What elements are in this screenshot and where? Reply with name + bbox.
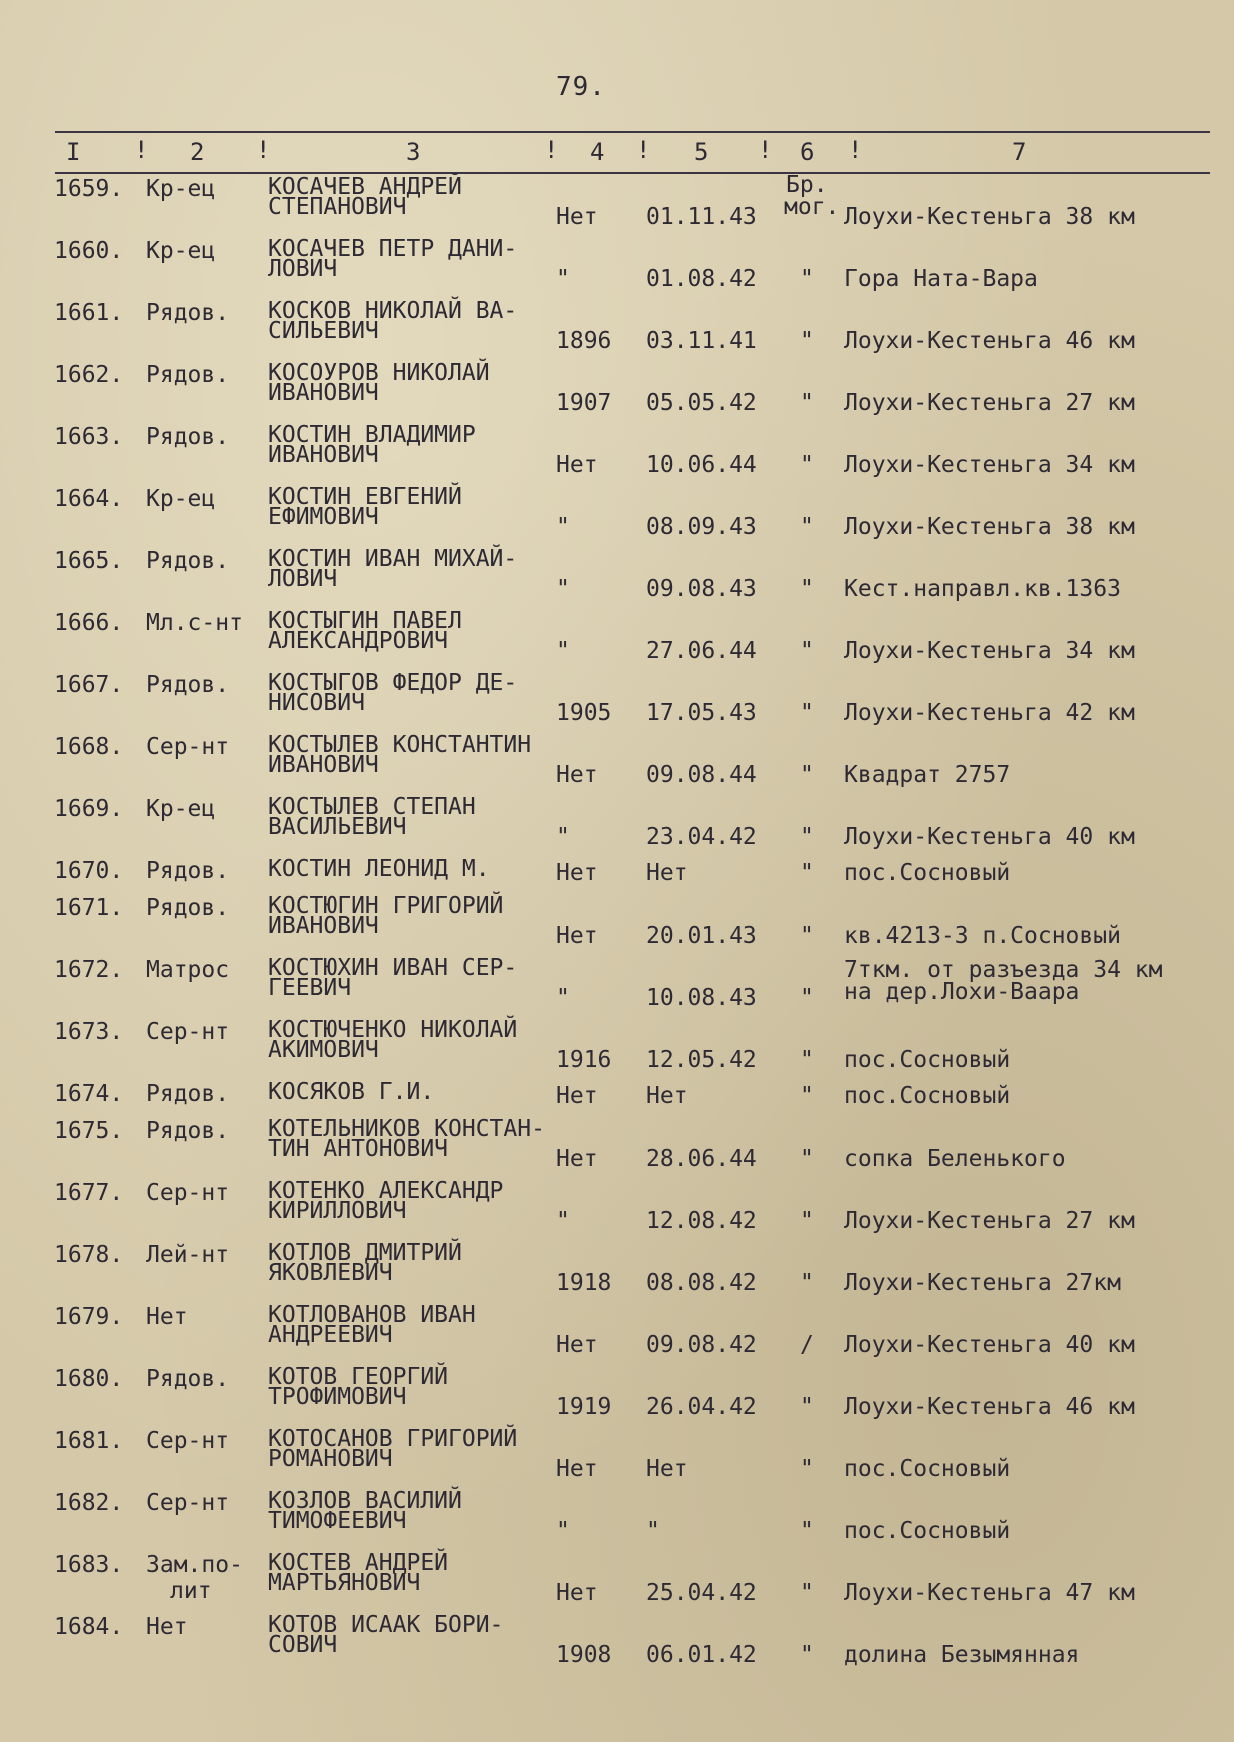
record-burial-type: " <box>800 328 814 354</box>
record-rank: Кр-ец <box>146 486 216 512</box>
record-birth-year: " <box>556 824 570 850</box>
table-row <box>0 955 1234 1017</box>
record-name-cont: СИЛЬЕВИЧ <box>268 318 379 344</box>
record-name-cont: ВАСИЛЬЕВИЧ <box>268 814 407 840</box>
record-death-date: 20.01.43 <box>646 923 757 949</box>
record-name-cont: АНДРЕЕВИЧ <box>268 1322 393 1348</box>
record-name-cont: СОВИЧ <box>268 1632 338 1658</box>
record-number: 1664. <box>54 486 124 512</box>
record-burial-place: 7ткм. от разъезда 34 км <box>844 957 1163 983</box>
record-burial-type: " <box>800 985 814 1011</box>
record-name: КОЗЛОВ ВАСИЛИЙ <box>268 1488 462 1514</box>
record-number: 1681. <box>54 1428 124 1454</box>
record-name: КОСТИН ВЛАДИМИР <box>268 422 476 448</box>
record-birth-year: 1907 <box>556 390 612 416</box>
record-name-cont: ТРОФИМОВИЧ <box>268 1384 407 1410</box>
table-row <box>0 484 1234 546</box>
record-birth-year: Нет <box>556 1332 598 1358</box>
column-separator: ! <box>134 136 149 164</box>
record-burial-type: " <box>800 514 814 540</box>
record-birth-year: Нет <box>556 1456 598 1482</box>
record-number: 1674. <box>54 1081 124 1107</box>
table-row <box>0 1364 1234 1426</box>
record-burial-type: " <box>800 1580 814 1606</box>
record-birth-year: 1916 <box>556 1047 612 1073</box>
record-number: 1669. <box>54 796 124 822</box>
table-row <box>0 1550 1234 1612</box>
record-death-date: 01.11.43 <box>646 204 757 230</box>
record-name: КОСТИН ИВАН МИХАЙ- <box>268 546 518 572</box>
record-name: КОТОВ ГЕОРГИЙ <box>268 1364 449 1390</box>
record-rank: Кр-ец <box>146 176 216 202</box>
record-name: КОСТИН ЕВГЕНИЙ <box>268 484 462 510</box>
record-birth-year: Нет <box>556 923 598 949</box>
record-birth-year: " <box>556 638 570 664</box>
record-death-date: 23.04.42 <box>646 824 757 850</box>
record-death-date: 10.06.44 <box>646 452 757 478</box>
record-number: 1677. <box>54 1180 124 1206</box>
record-rank: Рядов. <box>146 1118 230 1144</box>
record-burial-type: " <box>800 1642 814 1668</box>
record-burial-place: Лоухи-Кестеньга 46 км <box>844 328 1135 354</box>
record-burial-place: кв.4213-3 п.Сосновый <box>844 923 1121 949</box>
record-birth-year: " <box>556 1518 570 1544</box>
record-death-date: 28.06.44 <box>646 1146 757 1172</box>
record-burial-place: Лоухи-Кестеньга 27 км <box>844 1208 1135 1234</box>
record-birth-year: Нет <box>556 1083 598 1109</box>
record-birth-year: " <box>556 266 570 292</box>
table-row <box>0 1488 1234 1550</box>
record-number: 1660. <box>54 238 124 264</box>
record-burial-type: " <box>800 1270 814 1296</box>
record-name-cont: КИРИЛЛОВИЧ <box>268 1198 407 1224</box>
table-row <box>0 1178 1234 1240</box>
record-name-cont: АКИМОВИЧ <box>268 1037 379 1063</box>
record-name-cont: ЕФИМОВИЧ <box>268 504 379 530</box>
record-burial-place: Кест.направл.кв.1363 <box>844 576 1121 602</box>
record-name: КОСКОВ НИКОЛАЙ ВА- <box>268 298 518 324</box>
record-burial-place: Лоухи-Кестеньга 42 км <box>844 700 1135 726</box>
table-row <box>0 422 1234 484</box>
record-name-cont: ТИН АНТОНОВИЧ <box>268 1136 449 1162</box>
column-header-7: 7 <box>1012 138 1027 166</box>
record-number: 1682. <box>54 1490 124 1516</box>
column-header-6: 6 <box>800 138 815 166</box>
record-burial-type: " <box>800 1146 814 1172</box>
record-number: 1665. <box>54 548 124 574</box>
table-row <box>0 1612 1234 1674</box>
record-burial-type: " <box>800 860 814 886</box>
record-death-date: Нет <box>646 1083 688 1109</box>
record-death-date: 09.08.43 <box>646 576 757 602</box>
record-birth-year: Нет <box>556 1580 598 1606</box>
table-row <box>0 1017 1234 1079</box>
record-name: КОСТЫГИН ПАВЕЛ <box>268 608 462 634</box>
record-birth-year: 1908 <box>556 1642 612 1668</box>
record-death-date: 08.08.42 <box>646 1270 757 1296</box>
record-number: 1683. <box>54 1552 124 1578</box>
record-burial-type: " <box>800 762 814 788</box>
record-name-cont: ЛОВИЧ <box>268 256 338 282</box>
record-rank: Мл.с-нт <box>146 610 243 636</box>
record-rank: Нет <box>146 1614 188 1640</box>
column-separator: ! <box>636 136 651 164</box>
record-death-date: 09.08.44 <box>646 762 757 788</box>
record-name-cont: ГЕЕВИЧ <box>268 975 352 1001</box>
record-birth-year: 1918 <box>556 1270 612 1296</box>
column-separator: ! <box>544 136 559 164</box>
record-rank: Зам.по- <box>146 1552 243 1578</box>
record-death-date: 25.04.42 <box>646 1580 757 1606</box>
record-name-cont: МАРТЬЯНОВИЧ <box>268 1570 421 1596</box>
record-number: 1684. <box>54 1614 124 1640</box>
record-number: 1663. <box>54 424 124 450</box>
record-death-date: Нет <box>646 860 688 886</box>
record-burial-place: сопка Беленького <box>844 1146 1066 1172</box>
record-burial-place: Лоухи-Кестеньга 47 км <box>844 1580 1135 1606</box>
record-name: КОТЕЛЬНИКОВ КОНСТАН- <box>268 1116 545 1142</box>
record-burial-place: Лоухи-Кестеньга 27км <box>844 1270 1121 1296</box>
record-name: КОСАЧЕВ ПЕТР ДАНИ- <box>268 236 518 262</box>
column-separator: ! <box>256 136 271 164</box>
record-burial-place: Лоухи-Кестеньга 34 км <box>844 638 1135 664</box>
record-rank: Рядов. <box>146 1366 230 1392</box>
record-burial-place: Квадрат 2757 <box>844 762 1011 788</box>
record-name-cont: ИВАНОВИЧ <box>268 442 379 468</box>
table-row <box>0 298 1234 360</box>
table-row <box>0 360 1234 422</box>
record-burial-place: Лоухи-Кестеньга 38 км <box>844 204 1135 230</box>
record-number: 1667. <box>54 672 124 698</box>
record-burial-place-cont: на дер.Лохи-Ваара <box>844 979 1080 1005</box>
record-rank: Рядов. <box>146 858 230 884</box>
record-name: КОСТИН ЛЕОНИД М. <box>268 856 490 882</box>
column-separator: ! <box>848 136 863 164</box>
record-name: КОСТЫЛЕВ КОНСТАНТИН <box>268 732 532 758</box>
record-name: КОСАЧЕВ АНДРЕЙ <box>268 174 462 200</box>
record-burial-type: " <box>800 1083 814 1109</box>
record-number: 1672. <box>54 957 124 983</box>
record-rank: Сер-нт <box>146 734 230 760</box>
record-death-date: 01.08.42 <box>646 266 757 292</box>
record-number: 1661. <box>54 300 124 326</box>
record-birth-year: " <box>556 1208 570 1234</box>
record-burial-type: " <box>800 452 814 478</box>
record-death-date: 12.08.42 <box>646 1208 757 1234</box>
record-rank: Рядов. <box>146 300 230 326</box>
record-rank: Рядов. <box>146 362 230 388</box>
record-birth-year: " <box>556 576 570 602</box>
record-burial-type: " <box>800 390 814 416</box>
record-birth-year: 1896 <box>556 328 612 354</box>
column-header-3: 3 <box>406 138 421 166</box>
record-burial-type: " <box>800 824 814 850</box>
page-number: 79. <box>556 72 606 102</box>
record-burial-type: " <box>800 1047 814 1073</box>
record-birth-year: Нет <box>556 860 598 886</box>
record-name: КОТОВ ИСААК БОРИ- <box>268 1612 504 1638</box>
record-name: КОСТЮГИН ГРИГОРИЙ <box>268 893 504 919</box>
record-birth-year: 1919 <box>556 1394 612 1420</box>
record-burial-type: " <box>800 266 814 292</box>
record-rank: Рядов. <box>146 1081 230 1107</box>
record-name-cont: НИСОВИЧ <box>268 690 365 716</box>
record-name-cont: ЛОВИЧ <box>268 566 338 592</box>
record-rank: Рядов. <box>146 672 230 698</box>
table-row <box>0 1240 1234 1302</box>
record-rank: Кр-ец <box>146 796 216 822</box>
record-burial-place: пос.Сосновый <box>844 1518 1011 1544</box>
record-death-date: 17.05.43 <box>646 700 757 726</box>
record-rank: Рядов. <box>146 548 230 574</box>
record-number: 1678. <box>54 1242 124 1268</box>
record-rank: Сер-нт <box>146 1019 230 1045</box>
record-birth-year: Нет <box>556 762 598 788</box>
record-birth-year: Нет <box>556 1146 598 1172</box>
record-birth-year: " <box>556 985 570 1011</box>
record-rank: Матрос <box>146 957 230 983</box>
record-name-cont: ИВАНОВИЧ <box>268 752 379 778</box>
record-number: 1670. <box>54 858 124 884</box>
record-name: КОСОУРОВ НИКОЛАЙ <box>268 360 490 386</box>
record-burial-place: Лоухи-Кестеньга 40 км <box>844 824 1135 850</box>
record-burial-place: Гора Ната-Вара <box>844 266 1038 292</box>
record-death-date: 08.09.43 <box>646 514 757 540</box>
record-burial-type: / <box>800 1332 814 1358</box>
record-number: 1679. <box>54 1304 124 1330</box>
record-death-date: " <box>646 1518 660 1544</box>
table-row <box>0 794 1234 856</box>
record-birth-year: Нет <box>556 452 598 478</box>
record-death-date: 05.05.42 <box>646 390 757 416</box>
table-row <box>0 236 1234 298</box>
column-header-row <box>0 132 1234 172</box>
record-rank: Рядов. <box>146 424 230 450</box>
record-death-date: 03.11.41 <box>646 328 757 354</box>
record-death-date: 09.08.42 <box>646 1332 757 1358</box>
column-header-1: I <box>66 138 81 166</box>
table-row <box>0 174 1234 236</box>
column-separator: ! <box>758 136 773 164</box>
record-name: КОТЛОВАНОВ ИВАН <box>268 1302 476 1328</box>
record-name: КОСТЫЛЕВ СТЕПАН <box>268 794 476 820</box>
table-row <box>0 546 1234 608</box>
record-burial-place: долина Безымянная <box>844 1642 1080 1668</box>
record-burial-type: " <box>800 1518 814 1544</box>
record-birth-year: Нет <box>556 204 598 230</box>
record-name: КОСТЮХИН ИВАН СЕР- <box>268 955 518 981</box>
record-rank: Нет <box>146 1304 188 1330</box>
record-burial-place: пос.Сосновый <box>844 1083 1011 1109</box>
table-row <box>0 732 1234 794</box>
record-death-date: 26.04.42 <box>646 1394 757 1420</box>
record-number: 1666. <box>54 610 124 636</box>
record-burial-place: пос.Сосновый <box>844 1047 1011 1073</box>
record-number: 1662. <box>54 362 124 388</box>
record-rank: Сер-нт <box>146 1428 230 1454</box>
record-burial-type: " <box>800 700 814 726</box>
record-number: 1659. <box>54 176 124 202</box>
record-name: КОТОСАНОВ ГРИГОРИЙ <box>268 1426 518 1452</box>
record-burial-place: пос.Сосновый <box>844 1456 1011 1482</box>
column-header-5: 5 <box>694 138 709 166</box>
record-number: 1668. <box>54 734 124 760</box>
record-burial-type: " <box>800 1456 814 1482</box>
record-name: КОТЛОВ ДМИТРИЙ <box>268 1240 462 1266</box>
record-name-cont: ЯКОВЛЕВИЧ <box>268 1260 393 1286</box>
record-burial-place: Лоухи-Кестеньга 38 км <box>844 514 1135 540</box>
record-rank-cont: лит <box>170 1578 212 1604</box>
record-death-date: 10.08.43 <box>646 985 757 1011</box>
record-birth-year: " <box>556 514 570 540</box>
record-name-cont: АЛЕКСАНДРОВИЧ <box>268 628 449 654</box>
table-row <box>0 1079 1234 1116</box>
record-number: 1675. <box>54 1118 124 1144</box>
record-name-cont: ИВАНОВИЧ <box>268 913 379 939</box>
record-burial-type: " <box>800 1394 814 1420</box>
record-rank: Кр-ец <box>146 238 216 264</box>
record-burial-type: " <box>800 638 814 664</box>
record-number: 1671. <box>54 895 124 921</box>
record-name-cont: РОМАНОВИЧ <box>268 1446 393 1472</box>
column-header-4: 4 <box>590 138 605 166</box>
record-name-cont: ИВАНОВИЧ <box>268 380 379 406</box>
records-table <box>0 174 1234 1674</box>
record-name-cont: СТЕПАНОВИЧ <box>268 194 407 220</box>
record-burial-type: Бр. <box>786 172 828 198</box>
record-burial-place: Лоухи-Кестеньга 34 км <box>844 452 1135 478</box>
record-name-cont: ТИМОФЕЕВИЧ <box>268 1508 407 1534</box>
record-rank: Сер-нт <box>146 1490 230 1516</box>
column-header-2: 2 <box>190 138 205 166</box>
record-death-date: 06.01.42 <box>646 1642 757 1668</box>
record-burial-place: пос.Сосновый <box>844 860 1011 886</box>
record-name: КОСТЮЧЕНКО НИКОЛАЙ <box>268 1017 518 1043</box>
record-name: КОСТЕВ АНДРЕЙ <box>268 1550 449 1576</box>
record-death-date: Нет <box>646 1456 688 1482</box>
table-row <box>0 1426 1234 1488</box>
record-burial-type: " <box>800 576 814 602</box>
record-name: КОТЕНКО АЛЕКСАНДР <box>268 1178 504 1204</box>
record-death-date: 12.05.42 <box>646 1047 757 1073</box>
record-burial-place: Лоухи-Кестеньга 46 км <box>844 1394 1135 1420</box>
table-row <box>0 1302 1234 1364</box>
record-burial-place: Лоухи-Кестеньга 27 км <box>844 390 1135 416</box>
table-row <box>0 608 1234 670</box>
record-name: КОСЯКОВ Г.И. <box>268 1079 435 1105</box>
record-rank: Рядов. <box>146 895 230 921</box>
table-row <box>0 856 1234 893</box>
record-burial-place: Лоухи-Кестеньга 40 км <box>844 1332 1135 1358</box>
record-rank: Сер-нт <box>146 1180 230 1206</box>
record-number: 1673. <box>54 1019 124 1045</box>
table-row <box>0 893 1234 955</box>
record-burial-type-cont: мог. <box>784 194 840 220</box>
record-death-date: 27.06.44 <box>646 638 757 664</box>
record-burial-type: " <box>800 923 814 949</box>
table-row <box>0 1116 1234 1178</box>
table-row <box>0 670 1234 732</box>
record-name: КОСТЫГОВ ФЕДОР ДЕ- <box>268 670 518 696</box>
record-birth-year: 1905 <box>556 700 612 726</box>
record-number: 1680. <box>54 1366 124 1392</box>
record-rank: Лей-нт <box>146 1242 230 1268</box>
record-burial-type: " <box>800 1208 814 1234</box>
